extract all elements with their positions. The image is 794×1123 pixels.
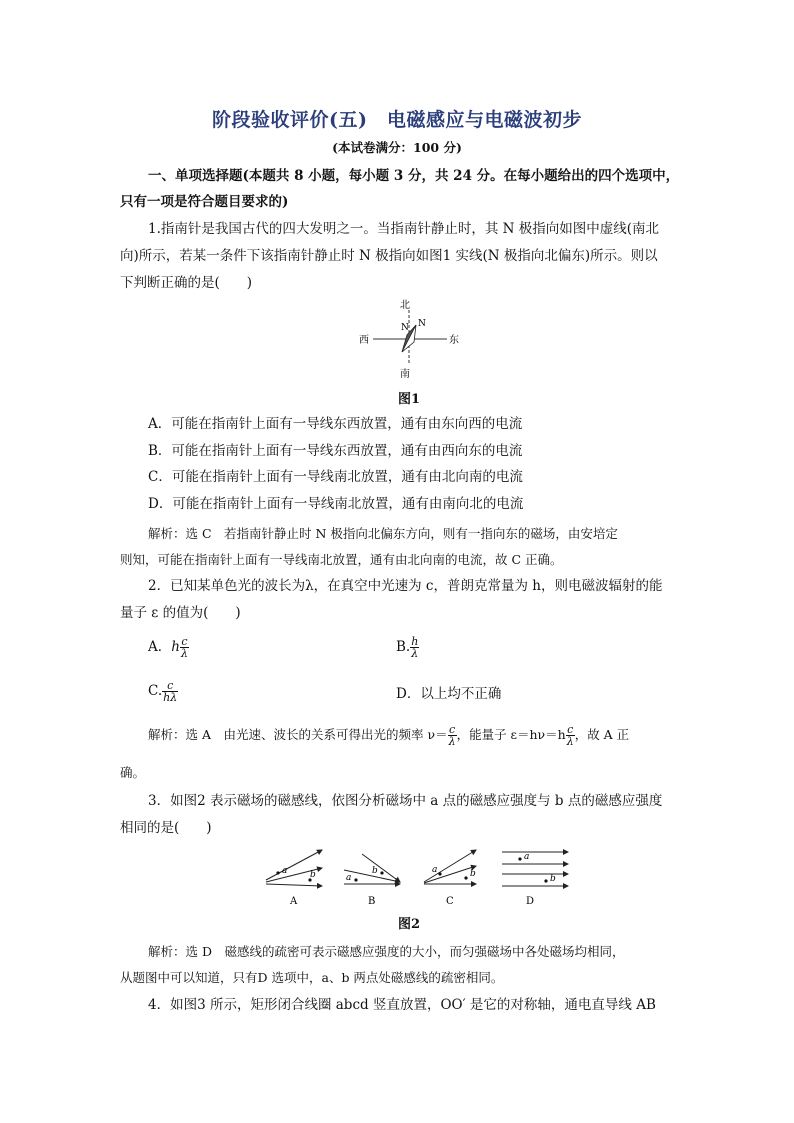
q2-stem-line2: 量子 ε 的值为( ) xyxy=(120,605,241,621)
north-label: 北 xyxy=(400,300,410,311)
figure2-caption: 图2 xyxy=(398,917,421,932)
figure1-caption: 图1 xyxy=(398,392,421,407)
page-subtitle: (本试卷满分：100 分) xyxy=(332,140,462,155)
q3-stem-line2: 相同的是( ) xyxy=(120,820,212,836)
q3-stem-line1: 3．如图2 表示磁场的磁感线，依图分析磁场中 a 点的磁感应强度与 b 点的磁感应强度 xyxy=(148,793,663,809)
compass-figure xyxy=(355,298,465,380)
svg-text:b: b xyxy=(470,869,476,879)
q2-option-a: A．h $\frac{c}{\lambda}$ xyxy=(148,635,188,660)
field-label-b: B xyxy=(368,896,376,907)
svg-text:a: a xyxy=(524,852,530,862)
section-heading-line2: 只有一项是符合题目要求的) xyxy=(120,194,289,210)
svg-text:b: b xyxy=(310,870,316,880)
q3-analysis-line2: 从题图中可以知道，只有D 选项中，a、b 两点处磁感线的疏密相同。 xyxy=(120,970,504,985)
q1-stem-line1: 1.指南针是我国古代的四大发明之一。当指南针静止时，其 N 极指向如图中虚线(南北 xyxy=(148,221,660,237)
field-diagram-b xyxy=(344,854,400,907)
q2-option-d: D．以上均不正确 xyxy=(396,686,502,702)
q1-stem-line3: 下判断正确的是( ) xyxy=(120,275,253,291)
field-label-a: A xyxy=(290,896,298,907)
west-label: 西 xyxy=(359,335,369,346)
n-label-solid: N xyxy=(418,319,426,329)
q4-stem-line1: 4．如图3 所示，矩形闭合线圈 abcd 竖直放置，OO′ 是它的对称轴，通电直导线 AB xyxy=(148,997,656,1013)
q1-option-a: A．可能在指南针上面有一导线东西放置，通有由东向西的电流 xyxy=(148,416,523,432)
q2-analysis-line2: 确。 xyxy=(120,765,146,780)
q1-analysis-line2: 则知，可能在指南针上面有一导线南北放置，通有由北向南的电流，故 C 正确。 xyxy=(120,552,563,567)
svg-text:a: a xyxy=(282,866,288,876)
field-diagram-a xyxy=(266,850,322,907)
q1-option-c: C．可能在指南针上面有一导线南北放置，通有由北向南的电流 xyxy=(148,469,523,485)
svg-text:b: b xyxy=(550,874,556,884)
field-label-c: C xyxy=(446,896,454,907)
q1-option-b: B．可能在指南针上面有一导线东西放置，通有由西向东的电流 xyxy=(148,443,523,459)
east-label: 东 xyxy=(449,335,459,346)
field-label-d: D xyxy=(526,896,535,907)
q1-stem-line2: 向)所示，若某一条件下该指南针静止时 N 极指向如图1 实线(N 极指向北偏东)所示。则以 xyxy=(120,248,658,264)
q1-analysis-line1: 解析：选 C 若指南针静止时 N 极指向北偏东方向，则有一指向东的磁场，由安培定 xyxy=(148,526,618,541)
field-lines-figure xyxy=(258,846,588,908)
n-label-dashed: N xyxy=(401,323,409,333)
q2-option-c: C. $\frac{c}{h\lambda}$ xyxy=(148,679,178,704)
q2-stem-line1: 2．已知某单色光的波长为λ，在真空中光速为 c，普朗克常量为 h，则电磁波辐射的能 xyxy=(148,578,663,594)
page-title: 阶段验收评价(五) 电磁感应与电磁波初步 xyxy=(212,109,582,131)
svg-text:a: a xyxy=(432,865,438,875)
section-heading-line1: 一、单项选择题(本题共 8 小题，每小题 3 分，共 24 分。在每小题给出的四个选项中， xyxy=(148,168,680,184)
south-label: 南 xyxy=(400,369,410,380)
q3-analysis-line1: 解析：选 D 磁感线的疏密可表示磁感应强度的大小，而匀强磁场中各处磁场均相同， xyxy=(148,944,625,959)
q1-option-d: D．可能在指南针上面有一导线南北放置，通有由南向北的电流 xyxy=(148,496,524,512)
q2-option-b: B. $\frac{h}{\lambda}$ xyxy=(396,635,419,660)
svg-text:b: b xyxy=(372,866,378,876)
svg-text:a: a xyxy=(346,873,352,883)
field-diagram-c xyxy=(424,850,476,907)
field-diagram-d xyxy=(502,852,568,907)
q2-analysis-line1: 解析：选 A 由光速、波长的关系可得出光的频率 ν＝ $\frac{c}{\lambda}$ ，能量子 ε＝hν＝h $\frac{c}{\lambda}$ ，故 A 正 xyxy=(148,723,630,748)
